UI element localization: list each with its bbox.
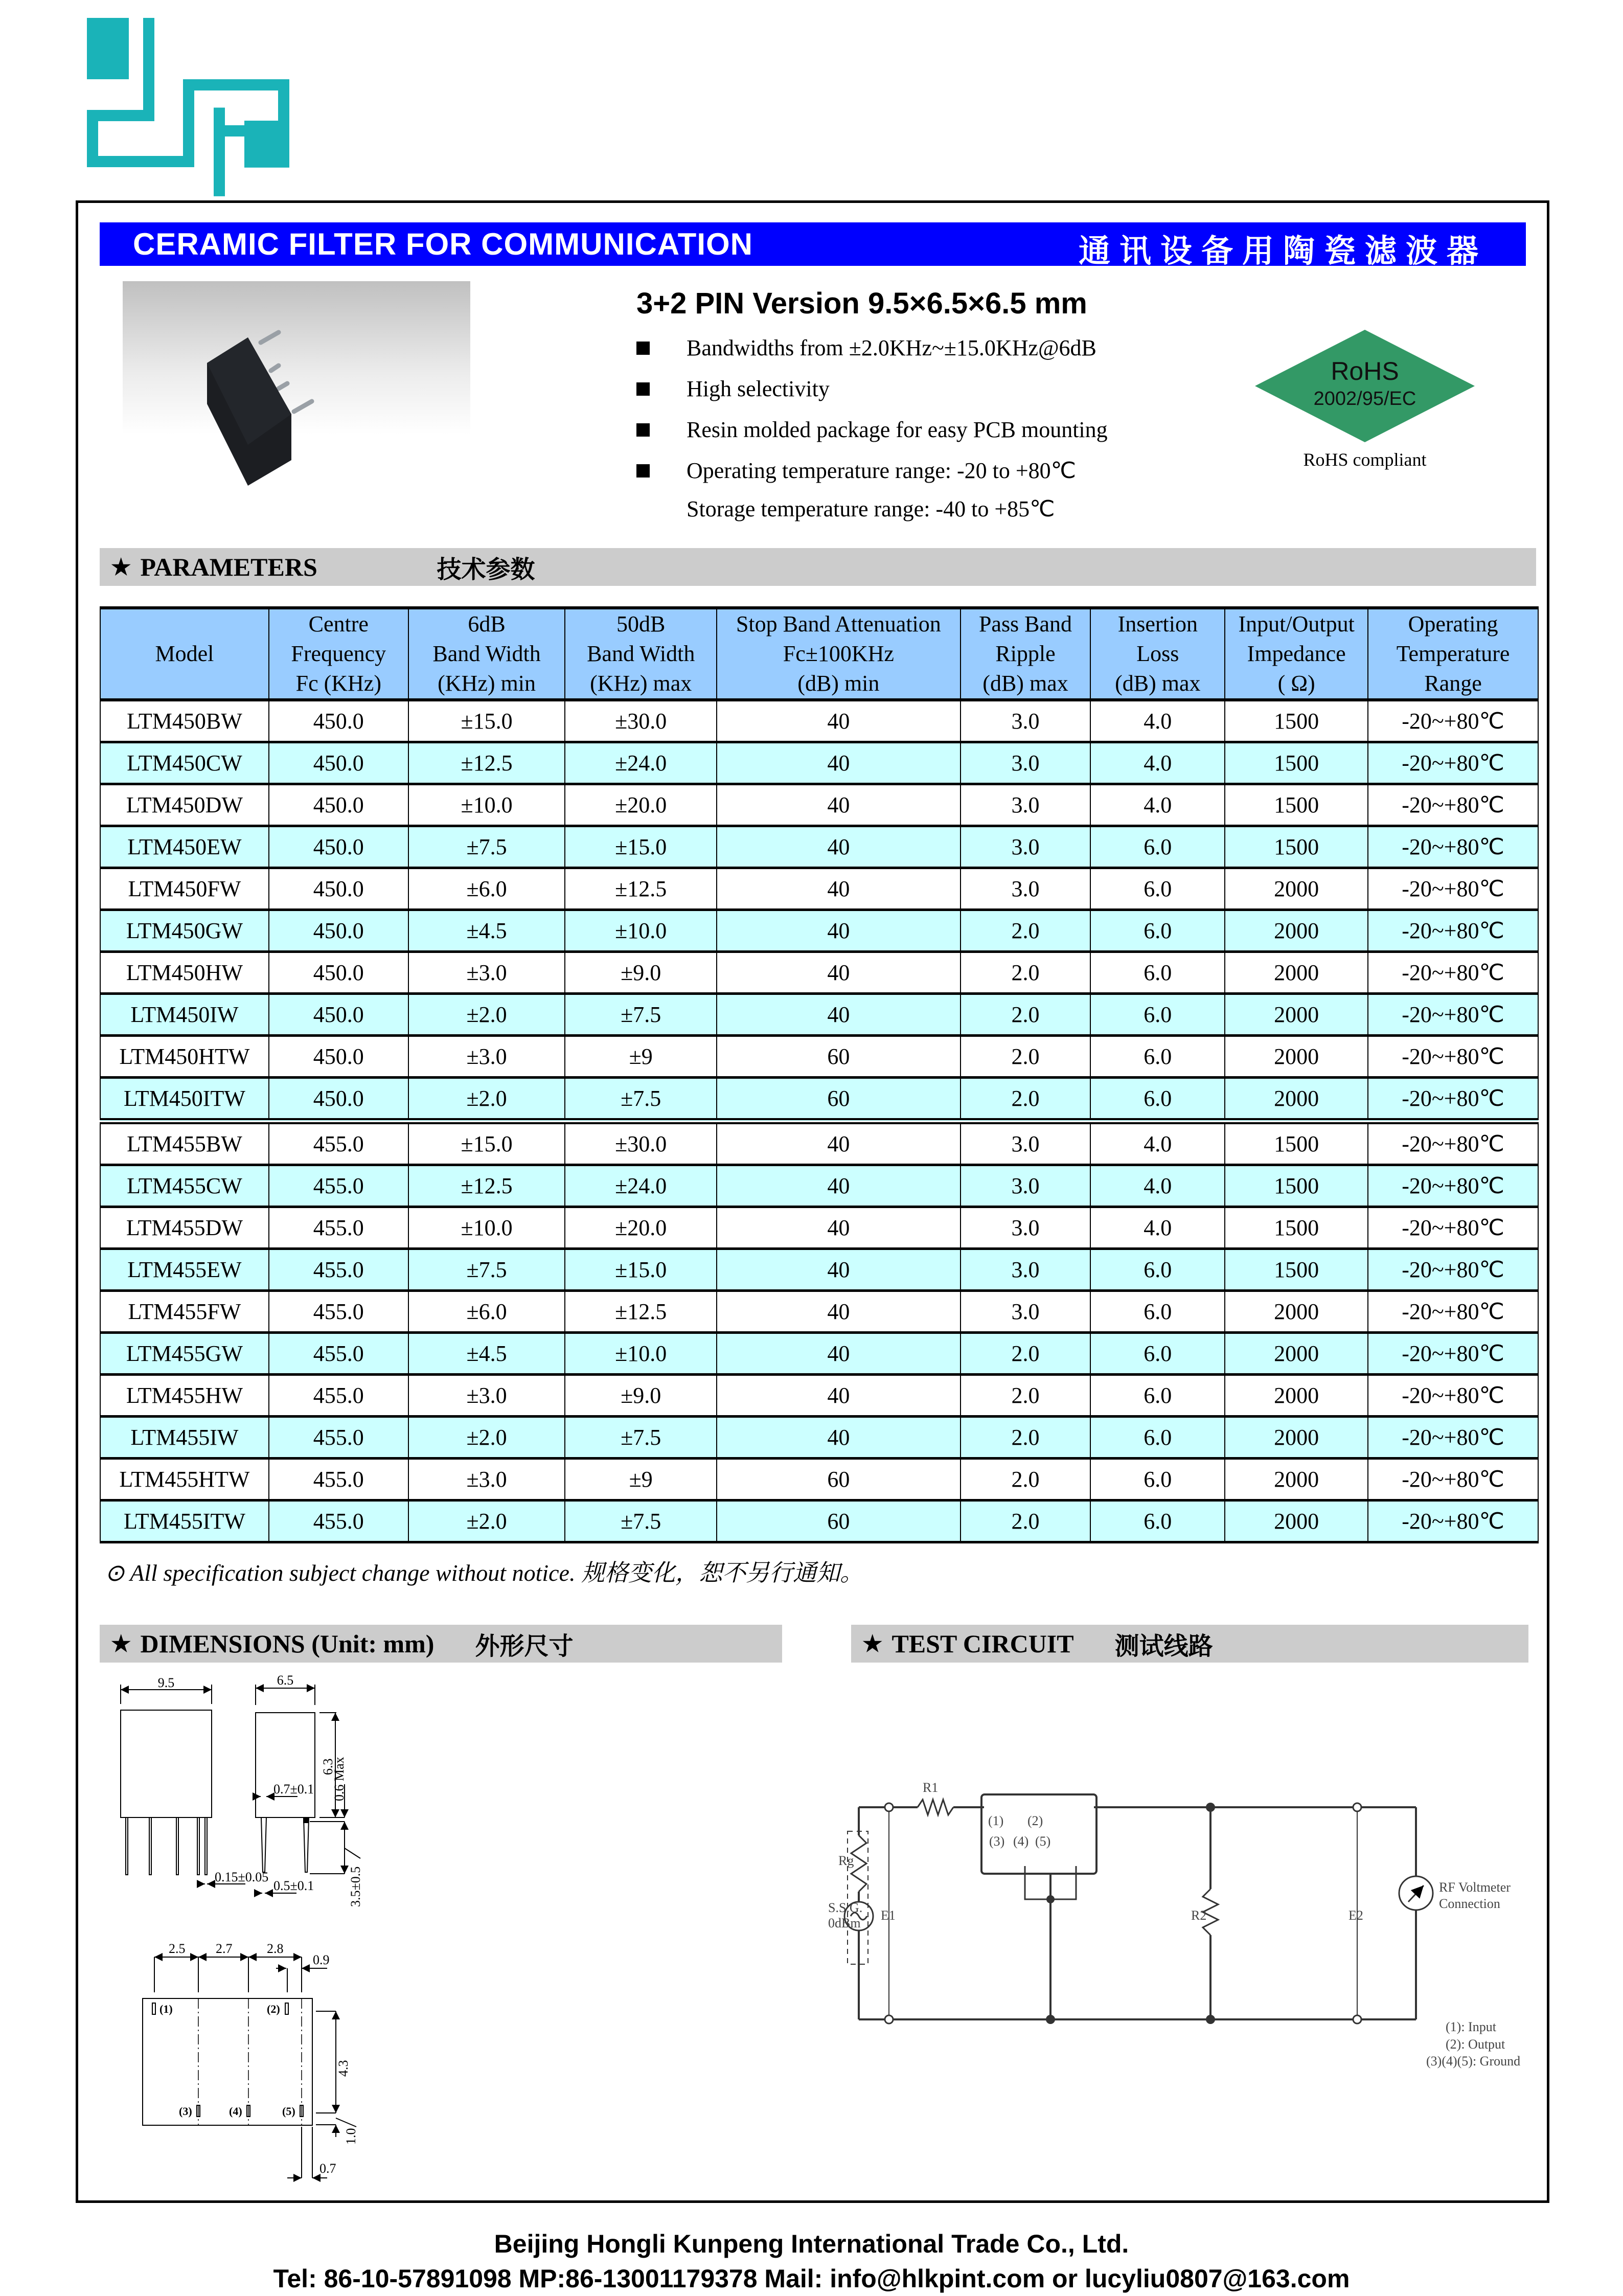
bullet-icon bbox=[636, 423, 650, 437]
table-cell: 450.0 bbox=[269, 868, 408, 910]
table-cell: 40 bbox=[717, 868, 961, 910]
table-cell: LTM455BW bbox=[100, 1121, 269, 1165]
table-cell: -20~+80℃ bbox=[1368, 1165, 1538, 1207]
table-cell: 2000 bbox=[1225, 1291, 1368, 1333]
table-cell: 450.0 bbox=[269, 994, 408, 1036]
table-cell: 3.0 bbox=[961, 742, 1091, 784]
svg-text:2.5: 2.5 bbox=[169, 1941, 186, 1956]
svg-text:(3): (3) bbox=[989, 1834, 1005, 1849]
product-photo bbox=[123, 281, 470, 486]
svg-text:0.7: 0.7 bbox=[319, 2161, 336, 2176]
table-cell: ±3.0 bbox=[408, 952, 565, 994]
table-cell: ±4.5 bbox=[408, 1333, 565, 1375]
front-view bbox=[121, 1685, 245, 1884]
table-cell: 2.0 bbox=[961, 1459, 1091, 1501]
table-row bbox=[100, 826, 1538, 868]
table-row bbox=[100, 952, 1538, 994]
table-cell: LTM455GW bbox=[100, 1333, 269, 1375]
table-cell: -20~+80℃ bbox=[1368, 1078, 1538, 1122]
table-cell: -20~+80℃ bbox=[1368, 700, 1538, 742]
svg-text:2.7: 2.7 bbox=[216, 1941, 233, 1956]
table-cell: 6.0 bbox=[1090, 952, 1225, 994]
svg-text:(5): (5) bbox=[282, 2105, 295, 2118]
table-cell: -20~+80℃ bbox=[1368, 1291, 1538, 1333]
star-icon: ★ bbox=[111, 554, 131, 580]
svg-text:R1: R1 bbox=[923, 1780, 939, 1795]
svg-text:0.15±0.05: 0.15±0.05 bbox=[215, 1870, 269, 1884]
svg-text:(4): (4) bbox=[1013, 1834, 1029, 1849]
table-cell: LTM455DW bbox=[100, 1207, 269, 1249]
table-cell: 60 bbox=[717, 1459, 961, 1501]
table-cell: 450.0 bbox=[269, 910, 408, 952]
table-cell: -20~+80℃ bbox=[1368, 1459, 1538, 1501]
table-cell: ±15.0 bbox=[565, 826, 717, 868]
table-cell: ±12.5 bbox=[408, 742, 565, 784]
svg-text:Rg: Rg bbox=[838, 1853, 854, 1868]
dimensions-drawing bbox=[102, 1662, 767, 2198]
title-english: CERAMIC FILTER FOR COMMUNICATION bbox=[133, 227, 753, 261]
table-cell: 2000 bbox=[1225, 1078, 1368, 1122]
title-bar bbox=[100, 222, 1526, 269]
table-cell: -20~+80℃ bbox=[1368, 1333, 1538, 1375]
table-cell: -20~+80℃ bbox=[1368, 994, 1538, 1036]
table-cell: 40 bbox=[717, 910, 961, 952]
table-cell: ±2.0 bbox=[408, 1501, 565, 1542]
test-circuit-diagram bbox=[828, 1748, 1544, 2081]
table-cell: 6.0 bbox=[1090, 994, 1225, 1036]
table-cell: 2.0 bbox=[961, 1333, 1091, 1375]
table-cell: 3.0 bbox=[961, 826, 1091, 868]
table-cell: ±9.0 bbox=[565, 1375, 717, 1417]
star-icon: ★ bbox=[111, 1631, 131, 1656]
table-row bbox=[100, 1078, 1538, 1122]
svg-text:0.9: 0.9 bbox=[313, 1952, 330, 1967]
table-cell: 1500 bbox=[1225, 742, 1368, 784]
table-cell: LTM455FW bbox=[100, 1291, 269, 1333]
table-row bbox=[100, 1121, 1538, 1165]
table-cell: ±3.0 bbox=[408, 1459, 565, 1501]
table-cell: 455.0 bbox=[269, 1459, 408, 1501]
table-cell: 3.0 bbox=[961, 868, 1091, 910]
table-cell: ±6.0 bbox=[408, 1291, 565, 1333]
table-row bbox=[100, 994, 1538, 1036]
column-header: 50dB Band Width (KHz) max bbox=[565, 608, 717, 700]
svg-text:R2: R2 bbox=[1191, 1908, 1207, 1923]
table-cell: ±15.0 bbox=[408, 700, 565, 742]
svg-text:(1): (1) bbox=[988, 1813, 1004, 1828]
column-header: Centre Frequency Fc (KHz) bbox=[269, 608, 408, 700]
table-cell: 40 bbox=[717, 826, 961, 868]
table-cell: 2.0 bbox=[961, 1375, 1091, 1417]
table-cell: 40 bbox=[717, 1121, 961, 1165]
feature-item: Bandwidths from ±2.0KHz~±15.0KHz@6dB bbox=[636, 335, 1096, 361]
table-cell: 40 bbox=[717, 742, 961, 784]
table-cell: LTM455HW bbox=[100, 1375, 269, 1417]
table-cell: ±3.0 bbox=[408, 1375, 565, 1417]
table-cell: 6.0 bbox=[1090, 1459, 1225, 1501]
table-cell: -20~+80℃ bbox=[1368, 742, 1538, 784]
feature-item: Resin molded package for easy PCB mounting bbox=[636, 417, 1108, 443]
table-row bbox=[100, 1036, 1538, 1078]
table-cell: 40 bbox=[717, 1207, 961, 1249]
svg-text:(3)(4)(5): Ground: (3)(4)(5): Ground bbox=[1426, 2054, 1521, 2068]
table-cell: 1500 bbox=[1225, 1207, 1368, 1249]
table-cell: 2.0 bbox=[961, 910, 1091, 952]
table-cell: -20~+80℃ bbox=[1368, 868, 1538, 910]
table-cell: 3.0 bbox=[961, 1121, 1091, 1165]
table-cell: ±15.0 bbox=[408, 1121, 565, 1165]
svg-text:(2): Output: (2): Output bbox=[1446, 2037, 1505, 2052]
feature-item: Storage temperature range: -40 to +85℃ bbox=[687, 496, 1055, 521]
table-cell: -20~+80℃ bbox=[1368, 910, 1538, 952]
table-cell: 2.0 bbox=[961, 952, 1091, 994]
table-cell: 455.0 bbox=[269, 1207, 408, 1249]
table-cell: ±7.5 bbox=[565, 1501, 717, 1542]
table-row bbox=[100, 784, 1538, 826]
table-cell: 1500 bbox=[1225, 826, 1368, 868]
column-header: Stop Band Attenuation Fc±100KHz (dB) min bbox=[717, 608, 961, 700]
table-row bbox=[100, 910, 1538, 952]
svg-text:(4): (4) bbox=[229, 2105, 242, 2118]
table-cell: 1500 bbox=[1225, 1165, 1368, 1207]
svg-text:2002/95/EC: 2002/95/EC bbox=[1313, 388, 1416, 410]
star-icon: ★ bbox=[862, 1631, 883, 1656]
feature-item: High selectivity bbox=[636, 376, 830, 402]
table-cell: ±7.5 bbox=[565, 994, 717, 1036]
svg-text:0dBm: 0dBm bbox=[828, 1916, 861, 1930]
table-cell: 455.0 bbox=[269, 1501, 408, 1542]
bullet-icon bbox=[636, 464, 650, 478]
title-chinese: 通讯设备用陶瓷滤波器 bbox=[1078, 234, 1488, 269]
table-cell: 40 bbox=[717, 1249, 961, 1291]
svg-text:0.7±0.1: 0.7±0.1 bbox=[273, 1782, 314, 1797]
bottom-view bbox=[143, 1957, 356, 2178]
table-cell: 6.0 bbox=[1090, 826, 1225, 868]
svg-text:(5): (5) bbox=[1035, 1834, 1051, 1849]
table-cell: LTM450CW bbox=[100, 742, 269, 784]
table-cell: LTM455ITW bbox=[100, 1501, 269, 1542]
table-cell: ±4.5 bbox=[408, 910, 565, 952]
table-cell: 3.0 bbox=[961, 1291, 1091, 1333]
svg-text:RoHS: RoHS bbox=[1331, 357, 1399, 385]
table-cell: ±7.5 bbox=[408, 826, 565, 868]
table-cell: LTM450ITW bbox=[100, 1078, 269, 1122]
table-cell: ±6.0 bbox=[408, 868, 565, 910]
table-cell: ±3.0 bbox=[408, 1036, 565, 1078]
table-cell: ±2.0 bbox=[408, 1417, 565, 1459]
table-cell: LTM450EW bbox=[100, 826, 269, 868]
table-cell: 3.0 bbox=[961, 700, 1091, 742]
table-cell: 2000 bbox=[1225, 1375, 1368, 1417]
table-cell: 40 bbox=[717, 994, 961, 1036]
table-cell: LTM455HTW bbox=[100, 1459, 269, 1501]
table-cell: ±7.5 bbox=[408, 1249, 565, 1291]
table-cell: LTM450BW bbox=[100, 700, 269, 742]
column-header: Model bbox=[100, 608, 269, 700]
table-row bbox=[100, 868, 1538, 910]
table-cell: 4.0 bbox=[1090, 700, 1225, 742]
table-cell: 3.0 bbox=[961, 1249, 1091, 1291]
table-cell: 2000 bbox=[1225, 1459, 1368, 1501]
table-cell: 1500 bbox=[1225, 784, 1368, 826]
svg-text:3.5±0.5: 3.5±0.5 bbox=[348, 1866, 363, 1907]
table-row bbox=[100, 1165, 1538, 1207]
table-cell: 2.0 bbox=[961, 1417, 1091, 1459]
table-cell: ±10.0 bbox=[565, 910, 717, 952]
table-cell: 450.0 bbox=[269, 742, 408, 784]
svg-text:(1): Input: (1): Input bbox=[1446, 2019, 1496, 2034]
table-cell: 40 bbox=[717, 952, 961, 994]
table-cell: 455.0 bbox=[269, 1417, 408, 1459]
table-cell: ±10.0 bbox=[565, 1333, 717, 1375]
table-cell: 450.0 bbox=[269, 952, 408, 994]
table-cell: 40 bbox=[717, 700, 961, 742]
table-cell: 1500 bbox=[1225, 1121, 1368, 1165]
svg-text:RF Voltmeter: RF Voltmeter bbox=[1439, 1880, 1511, 1895]
column-header: 6dB Band Width (KHz) min bbox=[408, 608, 565, 700]
table-cell: 4.0 bbox=[1090, 742, 1225, 784]
table-cell: 3.0 bbox=[961, 1207, 1091, 1249]
table-cell: 4.0 bbox=[1090, 784, 1225, 826]
svg-text:0.5±0.1: 0.5±0.1 bbox=[273, 1878, 314, 1893]
table-cell: ±30.0 bbox=[565, 1121, 717, 1165]
table-cell: ±7.5 bbox=[565, 1417, 717, 1459]
table-cell: LTM455IW bbox=[100, 1417, 269, 1459]
table-cell: 455.0 bbox=[269, 1291, 408, 1333]
svg-text:S.S.G.: S.S.G. bbox=[828, 1900, 863, 1915]
table-cell: -20~+80℃ bbox=[1368, 826, 1538, 868]
svg-text:E1: E1 bbox=[881, 1908, 896, 1923]
test-circuit-section-header: ★ TEST CIRCUIT 测试线路 bbox=[851, 1625, 1528, 1663]
table-cell: -20~+80℃ bbox=[1368, 952, 1538, 994]
table-cell: LTM450FW bbox=[100, 868, 269, 910]
svg-text:(2): (2) bbox=[1027, 1813, 1043, 1828]
dimensions-section-header: ★ DIMENSIONS (Unit: mm) 外形尺寸 bbox=[100, 1625, 782, 1663]
svg-text:(2): (2) bbox=[267, 2003, 280, 2015]
table-cell: 4.0 bbox=[1090, 1207, 1225, 1249]
table-cell: -20~+80℃ bbox=[1368, 1501, 1538, 1542]
svg-text:6.5: 6.5 bbox=[277, 1673, 294, 1688]
table-cell: 455.0 bbox=[269, 1375, 408, 1417]
table-row bbox=[100, 1375, 1538, 1417]
table-cell: -20~+80℃ bbox=[1368, 1036, 1538, 1078]
table-cell: LTM450HW bbox=[100, 952, 269, 994]
table-cell: 455.0 bbox=[269, 1333, 408, 1375]
table-cell: -20~+80℃ bbox=[1368, 1121, 1538, 1165]
table-cell: ±20.0 bbox=[565, 1207, 717, 1249]
circuit-wires bbox=[844, 1794, 1433, 2019]
table-cell: 450.0 bbox=[269, 1036, 408, 1078]
table-cell: 2.0 bbox=[961, 1078, 1091, 1122]
table-cell: ±10.0 bbox=[408, 784, 565, 826]
table-cell: ±24.0 bbox=[565, 1165, 717, 1207]
table-row bbox=[100, 700, 1538, 742]
table-cell: LTM455CW bbox=[100, 1165, 269, 1207]
parameters-table bbox=[100, 606, 1539, 1543]
table-cell: 6.0 bbox=[1090, 1501, 1225, 1542]
bullet-icon bbox=[636, 382, 650, 396]
table-cell: 60 bbox=[717, 1036, 961, 1078]
table-cell: LTM450DW bbox=[100, 784, 269, 826]
column-header: Insertion Loss (dB) max bbox=[1090, 608, 1225, 700]
table-cell: 2000 bbox=[1225, 952, 1368, 994]
table-cell: ±9.0 bbox=[565, 952, 717, 994]
table-cell: 6.0 bbox=[1090, 1036, 1225, 1078]
table-cell: 40 bbox=[717, 1165, 961, 1207]
table-cell: ±15.0 bbox=[565, 1249, 717, 1291]
table-cell: ±20.0 bbox=[565, 784, 717, 826]
table-cell: 6.0 bbox=[1090, 1291, 1225, 1333]
table-cell: ±24.0 bbox=[565, 742, 717, 784]
svg-text:2.8: 2.8 bbox=[267, 1941, 284, 1956]
table-header-row bbox=[100, 608, 1538, 700]
table-cell: 4.0 bbox=[1090, 1165, 1225, 1207]
table-cell: -20~+80℃ bbox=[1368, 1375, 1538, 1417]
table-cell: 60 bbox=[717, 1078, 961, 1122]
table-cell: 6.0 bbox=[1090, 868, 1225, 910]
table-cell: 2.0 bbox=[961, 1036, 1091, 1078]
table-cell: 455.0 bbox=[269, 1249, 408, 1291]
table-cell: 2000 bbox=[1225, 994, 1368, 1036]
table-cell: 1500 bbox=[1225, 1249, 1368, 1291]
svg-text:9.5: 9.5 bbox=[157, 1675, 175, 1690]
svg-text:0.6 Max: 0.6 Max bbox=[332, 1757, 347, 1801]
table-cell: LTM450HTW bbox=[100, 1036, 269, 1078]
svg-text:(3): (3) bbox=[179, 2105, 192, 2118]
table-cell: ±10.0 bbox=[408, 1207, 565, 1249]
footer-contact: Tel: 86-10-57891098 MP:86-13001179378 Mail: info@hlkpint.com or lucyliu0807@163.com bbox=[273, 2264, 1350, 2293]
product-title: 3+2 PIN Version 9.5×6.5×6.5 mm bbox=[636, 287, 1087, 320]
table-cell: 40 bbox=[717, 1417, 961, 1459]
footer-company: Beijing Hongli Kunpeng International Trade Co., Ltd. bbox=[494, 2230, 1129, 2258]
table-cell: ±2.0 bbox=[408, 994, 565, 1036]
table-cell: ±2.0 bbox=[408, 1078, 565, 1122]
company-logo bbox=[77, 8, 299, 197]
table-cell: 2000 bbox=[1225, 1036, 1368, 1078]
table-row bbox=[100, 742, 1538, 784]
table-cell: ±12.5 bbox=[408, 1165, 565, 1207]
table-cell: ±9 bbox=[565, 1036, 717, 1078]
table-cell: -20~+80℃ bbox=[1368, 1207, 1538, 1249]
table-cell: LTM450IW bbox=[100, 994, 269, 1036]
table-cell: LTM455EW bbox=[100, 1249, 269, 1291]
table-row bbox=[100, 1291, 1538, 1333]
table-row bbox=[100, 1207, 1538, 1249]
svg-text:1.0: 1.0 bbox=[344, 2128, 358, 2145]
table-cell: 6.0 bbox=[1090, 1078, 1225, 1122]
table-cell: 2000 bbox=[1225, 868, 1368, 910]
table-cell: 450.0 bbox=[269, 700, 408, 742]
table-cell: -20~+80℃ bbox=[1368, 784, 1538, 826]
feature-item: Operating temperature range: -20 to +80℃ bbox=[636, 458, 1076, 484]
table-cell: 455.0 bbox=[269, 1121, 408, 1165]
table-cell: 6.0 bbox=[1090, 1249, 1225, 1291]
table-cell: 2.0 bbox=[961, 1501, 1091, 1542]
table-cell: 6.0 bbox=[1090, 910, 1225, 952]
table-row bbox=[100, 1501, 1538, 1542]
rohs-badge bbox=[1252, 327, 1477, 445]
svg-text:6.3: 6.3 bbox=[321, 1758, 335, 1775]
table-cell: ±12.5 bbox=[565, 868, 717, 910]
table-cell: 4.0 bbox=[1090, 1121, 1225, 1165]
table-cell: 455.0 bbox=[269, 1165, 408, 1207]
table-cell: 2.0 bbox=[961, 994, 1091, 1036]
rohs-caption: RoHS compliant bbox=[1303, 449, 1427, 470]
table-cell: 40 bbox=[717, 1333, 961, 1375]
table-row bbox=[100, 1459, 1538, 1501]
table-cell: ±30.0 bbox=[565, 700, 717, 742]
table-cell: 3.0 bbox=[961, 784, 1091, 826]
table-cell: 6.0 bbox=[1090, 1417, 1225, 1459]
table-cell: ±7.5 bbox=[565, 1078, 717, 1122]
table-cell: 6.0 bbox=[1090, 1375, 1225, 1417]
table-cell: 2000 bbox=[1225, 1333, 1368, 1375]
svg-text:E2: E2 bbox=[1348, 1908, 1363, 1923]
column-header: Pass Band Ripple (dB) max bbox=[961, 608, 1091, 700]
table-cell: -20~+80℃ bbox=[1368, 1417, 1538, 1459]
column-header: Operating Temperature Range bbox=[1368, 608, 1538, 700]
table-cell: 2000 bbox=[1225, 910, 1368, 952]
table-cell: 2000 bbox=[1225, 1501, 1368, 1542]
table-cell: 40 bbox=[717, 1375, 961, 1417]
table-cell: 40 bbox=[717, 784, 961, 826]
table-row bbox=[100, 1249, 1538, 1291]
table-cell: ±9 bbox=[565, 1459, 717, 1501]
table-cell: 450.0 bbox=[269, 784, 408, 826]
table-cell: -20~+80℃ bbox=[1368, 1249, 1538, 1291]
disclaimer-note: ⊙ All specification subject change without notice. 规格变化，恕不另行通知。 bbox=[105, 1560, 863, 1586]
table-cell: 6.0 bbox=[1090, 1333, 1225, 1375]
table-cell: 2000 bbox=[1225, 1417, 1368, 1459]
column-header: Input/Output Impedance ( Ω) bbox=[1225, 608, 1368, 700]
svg-text:(1): (1) bbox=[159, 2003, 173, 2015]
table-cell: 60 bbox=[717, 1501, 961, 1542]
table-cell: 450.0 bbox=[269, 826, 408, 868]
table-row bbox=[100, 1417, 1538, 1459]
svg-text:Connection: Connection bbox=[1439, 1896, 1500, 1911]
table-row bbox=[100, 1333, 1538, 1375]
table-cell: LTM450GW bbox=[100, 910, 269, 952]
table-cell: ±12.5 bbox=[565, 1291, 717, 1333]
parameters-section-header: ★ PARAMETERS 技术参数 bbox=[100, 548, 1536, 586]
table-cell: 450.0 bbox=[269, 1078, 408, 1122]
svg-text:4.3: 4.3 bbox=[336, 2060, 351, 2077]
bullet-icon bbox=[636, 342, 650, 355]
table-cell: 40 bbox=[717, 1291, 961, 1333]
table-cell: 3.0 bbox=[961, 1165, 1091, 1207]
table-cell: 1500 bbox=[1225, 700, 1368, 742]
